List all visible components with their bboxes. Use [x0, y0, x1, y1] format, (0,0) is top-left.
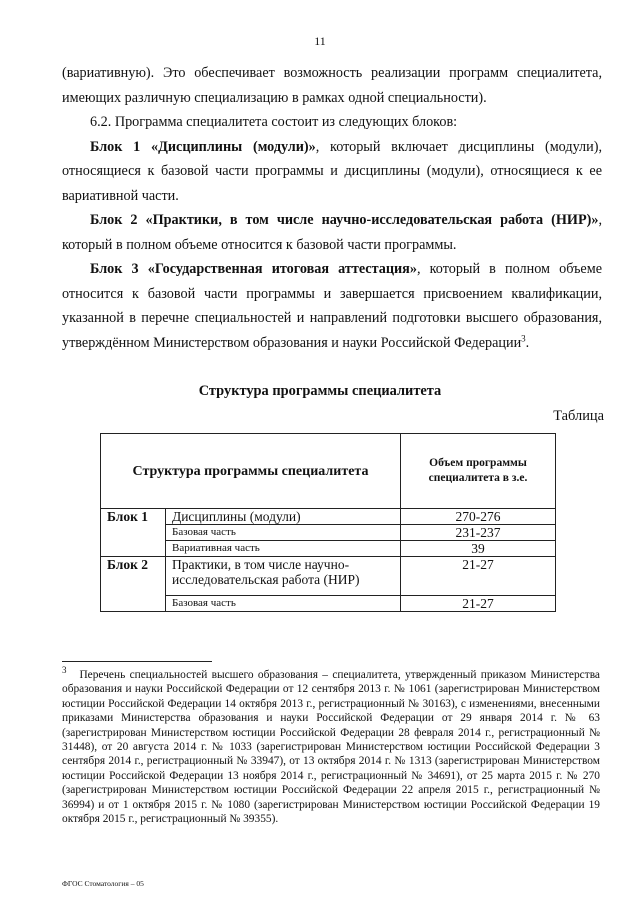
block-3-end: . [525, 334, 530, 351]
row-value: 39 [401, 541, 556, 557]
row-name: Базовая часть [166, 596, 401, 612]
header-volume: Объем программы специалитета в з.е. [401, 434, 556, 509]
paragraph-block-2 [62, 208, 602, 257]
row-name: Практики, в том числе научно-исследовательская работа (НИР) [166, 557, 401, 596]
header-structure: Структура программы специалитета [101, 434, 401, 509]
block-2-heading: Блок 2 «Практики, в том числе научно-исследовательская работа (НИР)» [90, 212, 599, 228]
row-name: Базовая часть [166, 525, 401, 541]
row-value: 21-27 [401, 596, 556, 612]
table-header-row [101, 434, 556, 509]
page-number: 11 [314, 34, 326, 48]
table-label: Таблица [553, 408, 604, 424]
footnote-mark: 3 [62, 665, 67, 676]
program-structure-table [100, 433, 556, 612]
paragraph-block-1 [62, 135, 602, 209]
body-text [62, 61, 602, 355]
table-row [101, 525, 556, 541]
row-block: Блок 2 [101, 557, 166, 612]
footnote-text: Перечень специальностей высшего образования – специалитета, утвержденный приказом Министерства образования и науки Российской Федерации от 12 сентября 2013 г. № 1061 (зарегистрирован Министерством юстиции Российской Федерации 14 октября 2013 г., регистрационный № 30163), с изменениями, внесенными приказами Министерства образования и науки Российской Федерации от 29 января 2014 г. № 63 (зарегистрирован Министерством юстиции Российской Федерации 28 февраля 2014 г., регистрационный № 31448), от 20 августа 2014 г. № 1033 (зарегистрирован Министерством юстиции Российской Федерации 3 сентября 2014 г., регистрационный № 33947), от 13 октября 2014 г. № 1313 (зарегистрирован Министерством юстиции Российской Федерации 13 ноября 2014 г., регистрационный № 34691), от 25 марта 2015 г. № 270 (зарегистрирован Министерством юстиции Российской Федерации 22 апреля 2015 г., регистрационный № 36994) и от 1 октября 2015 г. № 1080 (зарегистрирован Министерством юстиции Российской Федерации 19 октября 2015 г., регистрационный № 39355). [62, 669, 600, 826]
footnote-divider [62, 661, 212, 662]
block-1-heading: Блок 1 «Дисциплины (модули)» [90, 138, 316, 155]
table-row [101, 541, 556, 557]
block-1-text: , который включает дисциплины (модули), относящиеся к базовой части программы и дисциплины (модули), относящиеся к ее вариативной части. [62, 138, 603, 204]
row-name: Вариативная часть [166, 541, 401, 557]
block-3-text: , который в полном объеме относится к базовой части программы и завершается присвоением квалификации, указанной в перечне специальностей и направлений подготовки высшего образования, утверждённом Министерством образования и науки Российской Федерации [62, 261, 602, 351]
paragraph-block-3 [62, 257, 602, 355]
block-2-text: , который в полном объеме относится к базовой части программы. [62, 212, 602, 253]
row-block: Блок 1 [101, 509, 166, 557]
paragraph-6-2: 6.2. Программа специалитета состоит из следующих блоков: [90, 114, 458, 130]
table-title: Структура программы специалитета [198, 383, 442, 399]
block-3-heading: Блок 3 «Государственная итоговая аттестация» [90, 261, 417, 277]
table-row [101, 557, 556, 596]
row-value: 270-276 [401, 509, 556, 525]
row-value: 231-237 [401, 525, 556, 541]
footnote [62, 665, 600, 826]
table-row [101, 596, 556, 612]
paragraph-continuation: (вариативную). Это обеспечивает возможность реализации программ специалитета, имеющих различную специализацию в рамках одной специальности). [62, 65, 602, 106]
table-row [101, 509, 556, 525]
row-value: 21-27 [401, 557, 556, 596]
page-footer: ФГОС Стоматология – 05 [62, 879, 144, 888]
footnote-reference[interactable]: 3 [521, 332, 526, 343]
row-name: Дисциплины (модули) [166, 509, 401, 525]
